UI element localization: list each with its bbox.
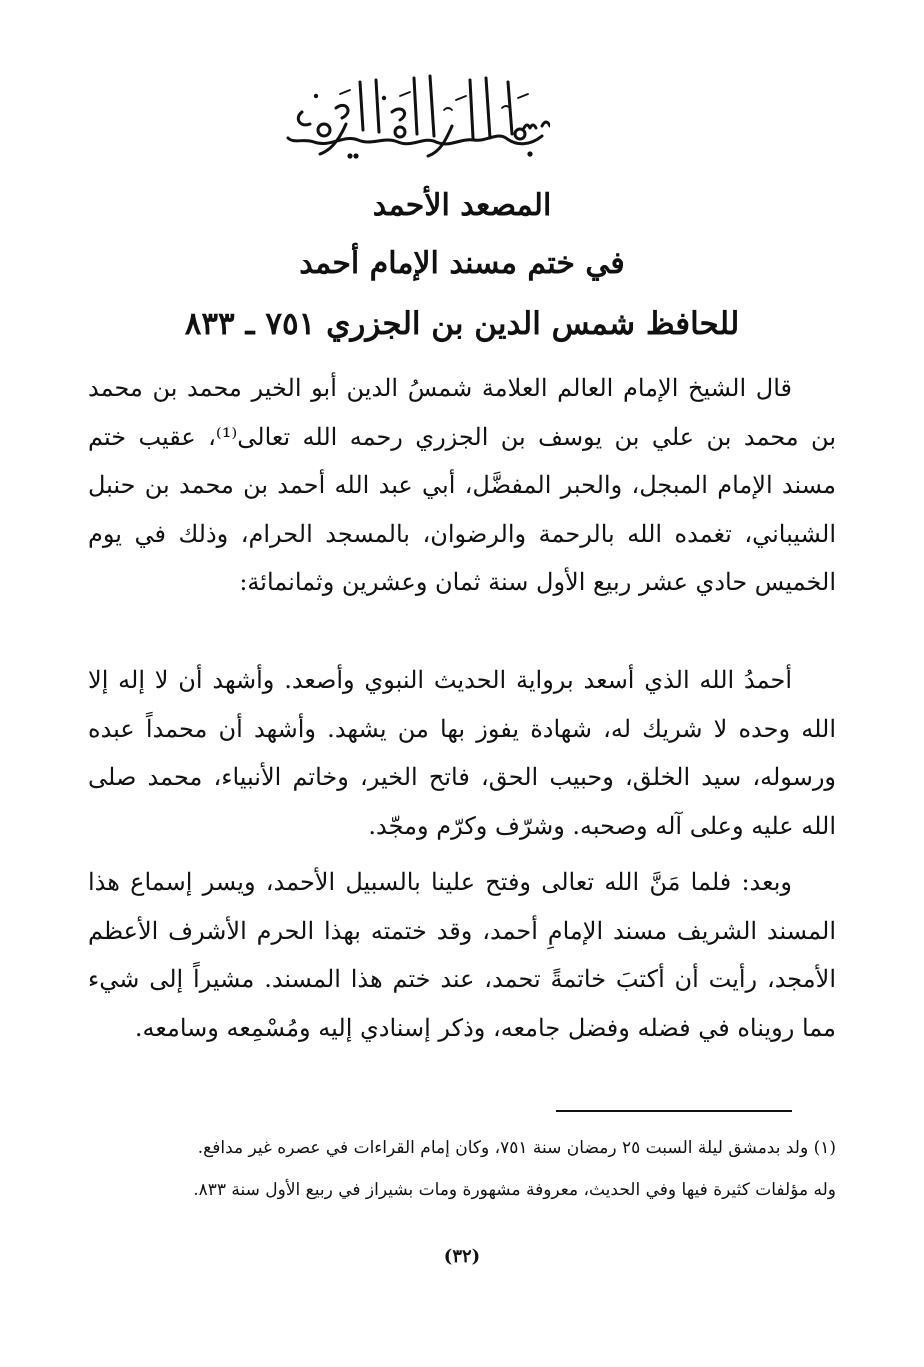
footnote-line: وله مؤلفات كثيرة فيها وفي الحديث، معروفة مشهورة ومات بشيراز في ربيع الأول سنة ٨٣٣. — [193, 1180, 836, 1200]
page-title: المصعد الأحمد — [372, 188, 552, 223]
basmala-calligraphy — [280, 68, 550, 163]
praise-paragraph: أحمدُ الله الذي أسعد برواية الحديث النبوي وأصعد. وأشهد أن لا إله إلا الله وحده لا شريك له، شهادة يفوز بها من يشهد. وأشهد أن محمداً عبده ورسوله، سيد الخلق، وحبيب الحق، فاتح الخير، وخاتم الأنبياء، محمد صلى الله عليه وعلى آله وصحبه. وشرّف وكرّم ومجّد. — [88, 666, 836, 840]
page-subtitle: في ختم مسند الإمام أحمد — [299, 246, 625, 281]
footnote-line: (١) ولد بدمشق ليلة السبت ٢٥ رمضان سنة ٧٥١، وكان إمام القراءات في عصره غير مدافع. — [197, 1138, 836, 1158]
footnote-separator — [556, 1110, 792, 1112]
purpose-paragraph: وبعد: فلما مَنَّ الله تعالى وفتح علينا بالسبيل الأحمد، ويسر إسماع هذا المسند الشريف مسند الإمامِ أحمد، وقد ختمته بهذا الحرم الأشرف الأعظم الأمجد، رأيت أن أكتبَ خاتمةً تحمد، عند ختم هذا المسند. مشيراً إلى شيء مما رويناه في فضله وفضل جامعه، وذكر إسنادي إليه ومُسْمِعه وسامعه. — [88, 868, 836, 1042]
intro-paragraph: قال الشيخ الإمام العالم العلامة شمسُ الدين أبو الخير محمد بن محمد بن محمد بن علي بن يوسف بن الجزري رحمه الله تعالى⁽¹⁾، عقيب ختم مسند الإمام المبجل، والحبر المفضَّل، أبي عبد الله أحمد بن محمد بن حنبل الشيباني، تغمده الله بالرحمة والرضوان، بالمسجد الحرام، وذلك في يوم الخميس حادي عشر ربيع الأول سنة ثمان وعشرين وثمانمائة: — [88, 374, 837, 596]
author-line: للحافظ شمس الدين بن الجزري ٧٥١ ـ ٨٣٣ — [184, 306, 740, 342]
basmala-calligraphy-drawing — [280, 68, 550, 163]
page-number: (٣٢) — [443, 1246, 481, 1267]
